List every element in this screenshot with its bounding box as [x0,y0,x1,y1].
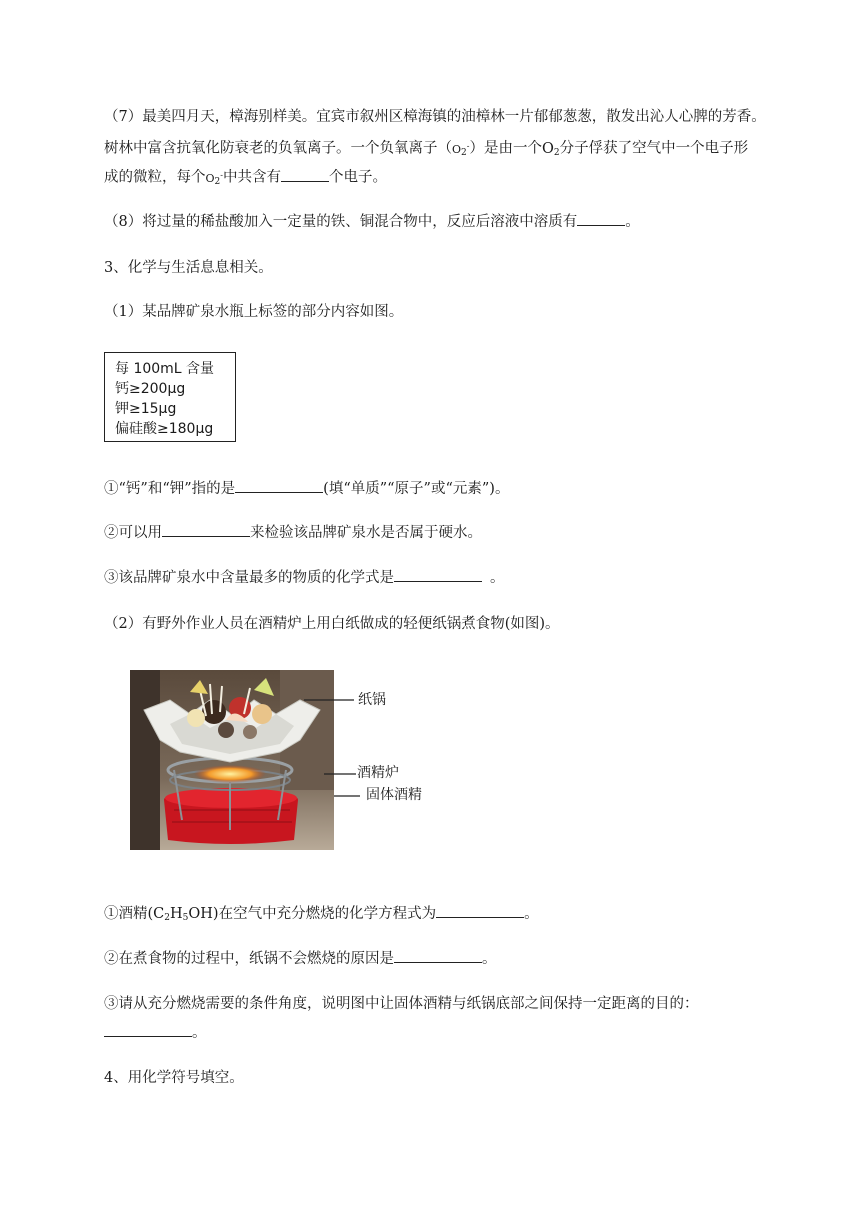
q3-s2-text: ②可以用 [104,525,162,541]
q2-7-text-f: 个电子。 [328,169,387,186]
q3-s3-end: 。 [490,570,505,586]
q2-7-text-b: ）是由一个 [469,140,542,157]
q4-title: 4、用化学符号填空。 [104,1070,244,1086]
q3-t2: ②在煮食物的过程中，纸锅不会燃烧的原因是 。 [104,948,497,969]
answer-blank-element[interactable] [235,478,323,493]
q3-s1-end: (填“单质”“原子”或“元素”)。 [323,481,510,497]
callout-paper-pot: 纸锅 [358,692,386,708]
q2-7-text-c: 分子俘获了空气中一个电子形 [559,140,749,157]
q2-7-text-e: 中共含有 [222,169,281,186]
q3-s1 [104,478,509,499]
q3-t1: ①酒精$(C_2H_5OH)$在空气中充分燃烧的化学方程式为 。 [104,903,539,928]
q3-s3-text: ③该品牌矿泉水中含量最多的物质的化学式是 [104,570,394,586]
q3-t3: ③请从充分燃烧需要的条件角度，说明图中让固体酒精与纸锅底部之间保持一定距离的目的： [104,996,699,1012]
q2-7-text-a: 树林中富含抗氧化防衰老的负氧离子。一个负氧离子（ [104,140,452,157]
q3-s2 [104,522,482,543]
q2-8-line [104,211,640,232]
q2-8-end: 。 [625,214,640,230]
callout-alcohol-stove: 酒精炉 [357,765,399,781]
label-line: 钾≥15μg [115,401,177,417]
o2-formula: $O_2$ [541,140,560,158]
q2-7-text-d: 成的微粒，每个 [104,169,206,186]
q2-7-line3 [104,165,387,192]
q3-t3-answer: 。 [104,1022,207,1043]
ion-formula: $O_2^-$ [452,141,470,158]
answer-blank-purpose[interactable] [104,1022,192,1037]
q3-t1-text-a: ①酒精(C [104,906,165,922]
answer-blank-equation[interactable] [436,903,524,918]
q2-7-line2 [104,136,748,163]
q3-s3 [104,567,505,588]
q3-s2-end: 来检验该品牌矿泉水是否属于硬水。 [250,525,482,541]
callout-solid-alcohol: 固体酒精 [366,787,422,803]
label-line: 偏硅酸≥180μg [115,421,214,437]
q2-7-line1: （7）最美四月天，樟海别样美。宜宾市叙州区樟海镇的油樟林一片郁郁葱葱，散发出沁人心脾的芳香。 [104,109,766,125]
ion-formula-2: $O_2^-$ [205,170,223,187]
q3-part1: （1）某品牌矿泉水瓶上标签的部分内容如图。 [104,304,404,320]
mineral-water-label [104,352,236,442]
q2-8-text: （8）将过量的稀盐酸加入一定量的铁、铜混合物中，反应后溶液中溶质有 [104,214,578,230]
q3-t2-text: ②在煮食物的过程中，纸锅不会燃烧的原因是 [104,951,394,967]
label-line: 每 100mL 含量 [115,361,215,377]
q3-title: 3、化学与生活息息相关。 [104,260,273,276]
answer-blank-formula[interactable] [394,567,482,582]
answer-blank-hardwater[interactable] [162,522,250,537]
answer-blank-electrons[interactable] [281,167,329,182]
answer-blank-solutes[interactable] [577,211,625,226]
answer-blank-reason[interactable] [394,948,482,963]
label-line: 钙≥200μg [115,381,186,397]
q3-s1-text: ①“钙”和“钾”指的是 [104,481,236,497]
q3-t1-text-b: OH)在空气中充分燃烧的化学方程式为 [188,906,437,922]
q3-part2: （2）有野外作业人员在酒精炉上用白纸做成的轻便纸锅煮食物(如图)。 [104,616,560,632]
